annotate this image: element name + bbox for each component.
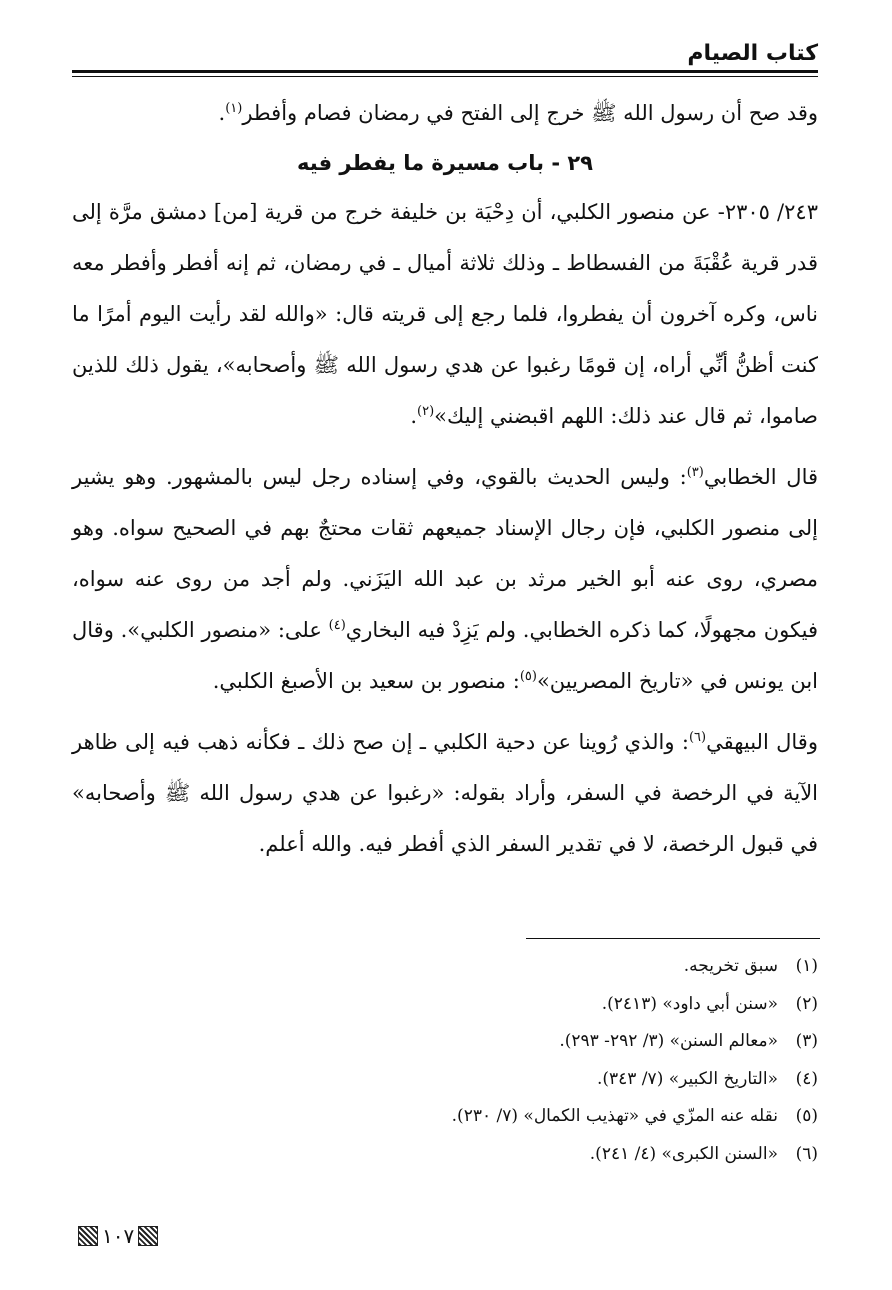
hadith-paragraph [72, 187, 818, 442]
bayhaqi-text: : والذي رُوينا عن دحية الكلبي ـ إن صح ذلك ـ فكأنه ذهب فيه إلى ظاهر الآية في الرخصة في السفر، وأراد بقوله: «رغبوا عن هدي رسول الله ﷺ وأصحابه» في قبول الرخصة، لا في تقدير السفر الذي أفطر فيه. والله أعلم. [72, 730, 818, 856]
footnote-number: (٤) [795, 1068, 818, 1089]
bayhaqi-intro: وقال البيهقي [706, 730, 818, 754]
hadith-body: عن منصور الكلبي، أن دِحْيَة بن خليفة خرج من قرية [من] دمشق مرَّة إلى قدر قرية عُقْبَةَ من الفسطاط ـ وذلك ثلاثة أميال ـ في رمضان، ثم إنه أفطر وأفطر معه ناس، وكره آخرون أن يفطروا، فلما رجع إلى قريته قال: «والله لقد رأيت اليوم أمرًا ما كنت أظنُّ أنِّي أراه، إن قومًا رغبوا عن هدي رسول الله ﷺ وأصحابه»، يقول ذلك للذين صاموا، ثم قال عند ذلك: اللهم اقبضني إليك» [72, 200, 818, 428]
main-text [72, 88, 818, 870]
footnote-item [72, 1061, 818, 1099]
page-number-block [78, 1222, 158, 1250]
footnote-text: «سنن أبي داود» (٢٤١٣). [601, 993, 778, 1014]
ornament-icon [138, 1226, 158, 1246]
bayhaqi-paragraph [72, 717, 818, 870]
footnote-item [72, 986, 818, 1024]
khattabi-paragraph [72, 452, 818, 707]
footnote-ref-3[interactable]: (٣) [686, 465, 704, 480]
footnote-ref-1[interactable]: (١) [225, 101, 243, 116]
footnote-item [72, 1098, 818, 1136]
khattabi-text-b: : وليس الحديث بالقوي، وفي إسناده رجل ليس بالمشهور. وهو يشير إلى منصور الكلبي، فإن رجال الإسناد جميعهم ثقات محتجٌ بهم في الصحيح سواه. وهو مصري، روى عنه أبو الخير مرثد بن عبد الله اليَزَني. ولم أجد من روى عنه سواه، فيكون مجهولًا، كما ذكره الخطابي. ولم يَزِدْ فيه البخاري [72, 465, 818, 642]
footnote-number: (٢) [795, 993, 818, 1014]
header-rule-thin [72, 76, 818, 77]
running-header [72, 40, 818, 70]
footnote-number: (٥) [795, 1106, 818, 1126]
footnote-text: سبق تخريجه. [683, 956, 778, 976]
footnote-ref-4[interactable]: (٤) [328, 618, 346, 633]
page-number: ١٠٧ [102, 1224, 135, 1248]
hadith-end: . [410, 404, 418, 428]
footnote-number: (١) [795, 956, 818, 976]
header-title: كتاب الصيام [687, 41, 818, 66]
ornament-icon [78, 1226, 98, 1246]
khattabi-text-c: على: «منصور الكلبي». وقال ابن يونس في «تاريخ المصريين» [72, 618, 818, 693]
footnotes [72, 948, 818, 1173]
intro-paragraph [72, 88, 818, 139]
footnote-number: (٣) [795, 1031, 818, 1051]
footnote-text: نقله عنه المزّي في «تهذيب الكمال» (٧/ ٢٣٠). [451, 1106, 778, 1126]
footnote-separator [526, 938, 820, 939]
footnote-ref-6[interactable]: (٦) [688, 730, 707, 745]
footnote-item [72, 1023, 818, 1061]
khattabi-text-d: : منصور بن سعيد بن الأصبغ الكلبي. [212, 669, 520, 693]
footnote-item [72, 948, 818, 986]
khattabi-intro: قال الخطابي [703, 465, 819, 489]
footnote-number: (٦) [795, 1143, 818, 1164]
intro-text: وقد صح أن رسول الله ﷺ خرج إلى الفتح في رمضان فصام وأفطر [242, 101, 818, 125]
footnote-text: «معالم السنن» (٣/ ٢٩٢- ٢٩٣). [559, 1031, 778, 1051]
footnote-ref-5[interactable]: (٥) [519, 669, 537, 684]
footnote-text: «السنن الكبرى» (٤/ ٢٤١). [589, 1143, 778, 1164]
footnote-ref-2[interactable]: (٢) [417, 404, 435, 419]
footnote-item [72, 1136, 818, 1174]
header-rule-thick [72, 70, 818, 73]
intro-end: . [218, 101, 226, 125]
hadith-number: ٢٤٣/ ٢٣٠٥- [717, 200, 818, 224]
footnote-text: «التاريخ الكبير» (٧/ ٣٤٣). [596, 1068, 778, 1089]
chapter-heading: ٢٩ - باب مسيرة ما يفطر فيه [297, 151, 593, 175]
